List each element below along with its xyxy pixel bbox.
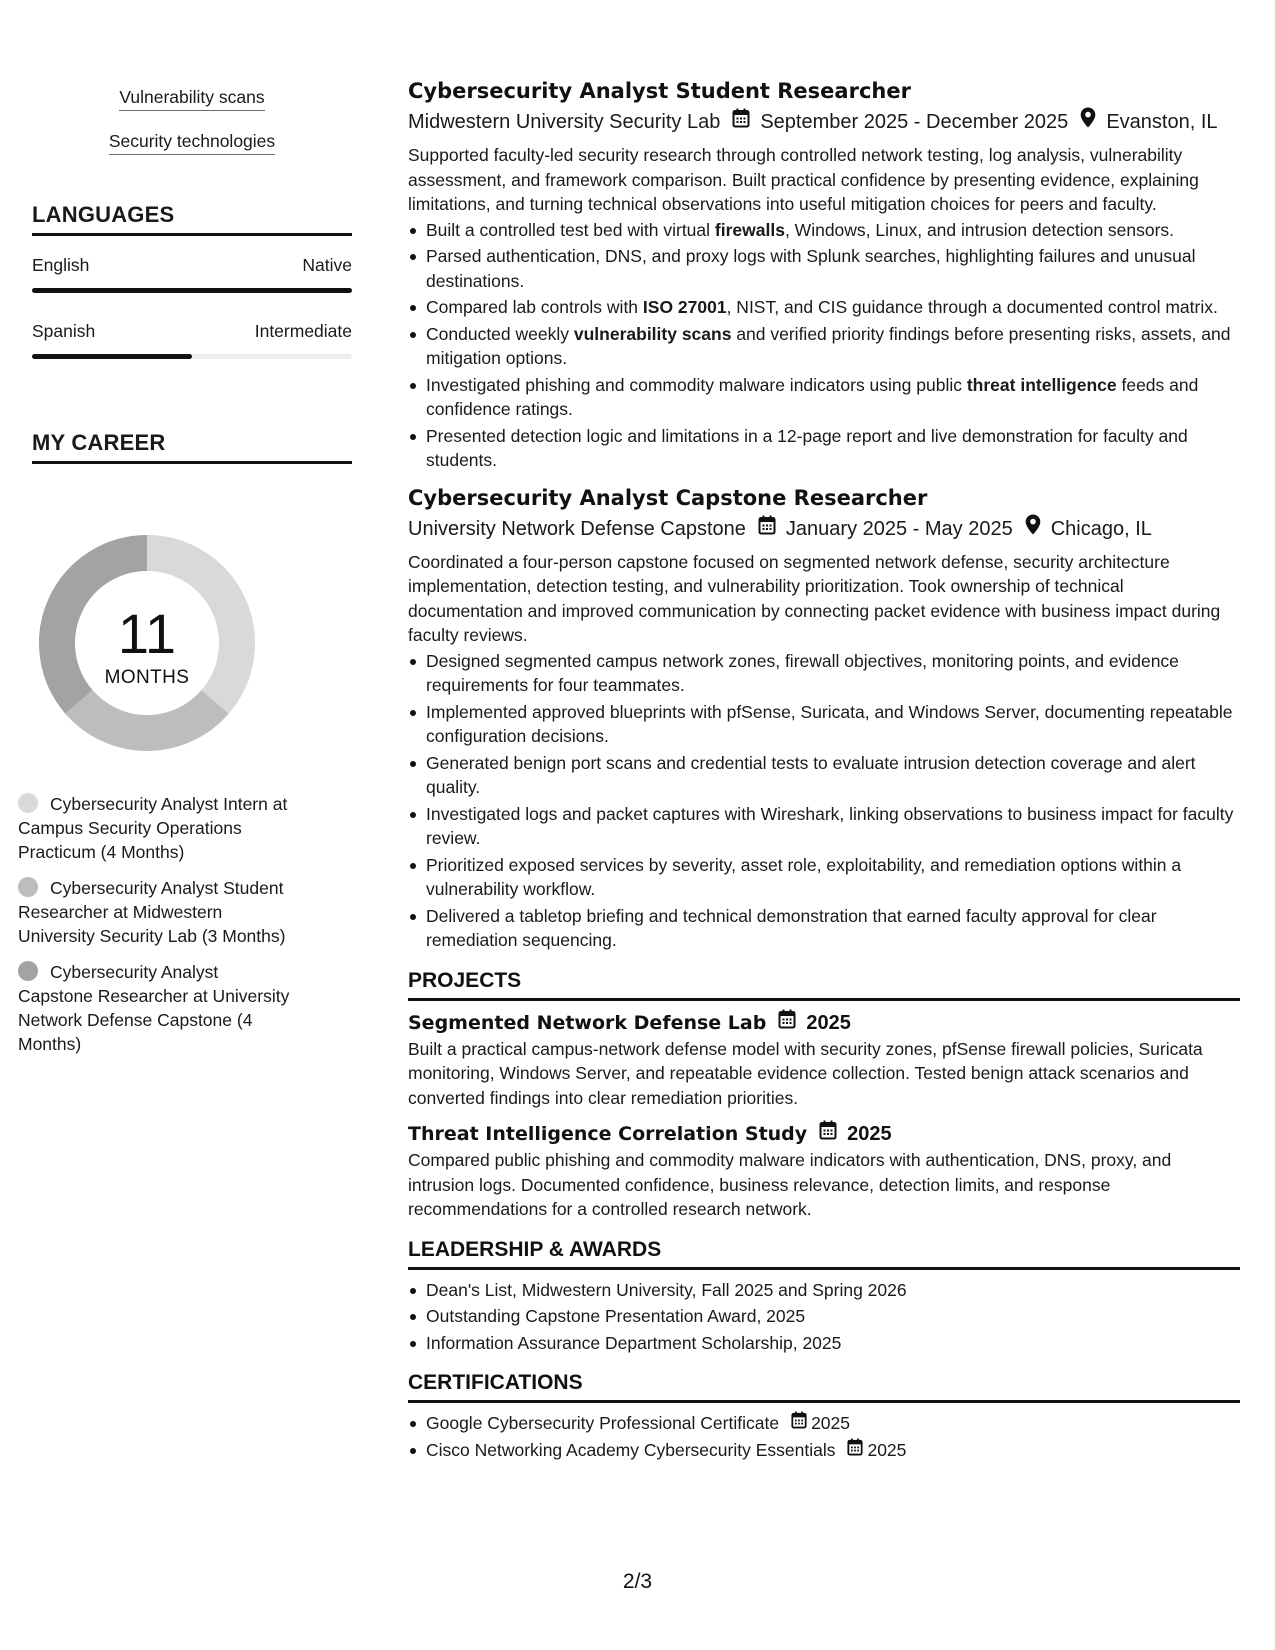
bullet-keyword: vulnerability scans — [573, 323, 732, 344]
career-legend-item — [18, 876, 298, 948]
skill-tag: Security technologies — [109, 130, 275, 155]
language-spanish — [32, 320, 352, 359]
job-org: University Network Defense Capstone — [408, 517, 746, 540]
language-level: Intermediate — [254, 321, 352, 341]
certification-item — [408, 1438, 1240, 1463]
certification-item — [408, 1411, 1240, 1436]
job-bullet — [408, 218, 1240, 243]
job-dates: January 2025 - May 2025 — [785, 517, 1013, 540]
certification-year: 2025 — [867, 1439, 907, 1460]
calendar-icon — [732, 107, 750, 137]
bullet-text: feeds and confidence ratings. — [426, 374, 1199, 419]
bullet-text: and verified priority findings before presenting risks, assets, and mitigation options. — [426, 323, 1231, 368]
certification-name: Google Cybersecurity Professional Certificate — [426, 1413, 780, 1433]
calendar-icon — [847, 1438, 863, 1463]
job-summary: Coordinated a four-person capstone focused on segmented network defense, security architecture implementation, detection testing, and vulnerability prioritization. Took ownership of technical documentation and improved communication by connecting packet evidence with business impact during faculty reviews. — [408, 551, 1221, 645]
bullet-keyword: firewalls — [714, 219, 785, 240]
language-bar-fill — [32, 354, 192, 359]
career-legend-item — [18, 960, 298, 1056]
bullet-text: , Windows, Linux, and intrusion detection sensors. — [784, 219, 1175, 240]
bullet-keyword: threat intelligence — [966, 374, 1117, 395]
job-bullet — [408, 322, 1240, 371]
career-legend-text: Cybersecurity Analyst Intern at Campus Security Operations Practicum (4 Months) — [18, 794, 288, 862]
certification-year: 2025 — [811, 1413, 851, 1433]
award-item: Outstanding Capstone Presentation Award, 2025 — [408, 1304, 1240, 1329]
page-number: 2/3 — [622, 1570, 653, 1593]
job-summary: Supported faculty-led security research through controlled network testing, log analysis, vulnerability assessment, and framework comparison. Built practical confidence by presenting evidence, explaining limitations, and turning technical observations into useful mitigation choices for peers and faculty. — [408, 145, 1199, 214]
certification-name: Cisco Networking Academy Cybersecurity Essentials — [426, 1439, 836, 1460]
awards-list — [408, 1278, 1240, 1356]
calendar-icon — [778, 1009, 796, 1037]
award-item: Information Assurance Department Scholarship, 2025 — [408, 1331, 1240, 1356]
job-title: Cybersecurity Analyst Capstone Researcher — [408, 485, 928, 510]
experience-entry — [408, 76, 1240, 473]
career-legend-text: Cybersecurity Analyst Student Researcher at Midwestern University Security Lab (3 Months) — [18, 878, 286, 946]
donut-center — [34, 530, 260, 756]
bullet-text: Conducted weekly — [426, 323, 574, 344]
legend-dot — [18, 961, 38, 981]
job-dates: September 2025 - December 2025 — [760, 111, 1069, 133]
calendar-icon — [758, 514, 776, 544]
bullet-text: Compared lab controls with — [426, 297, 643, 317]
job-bullets — [408, 218, 1240, 473]
career-legend-item — [18, 792, 298, 864]
legend-dot — [18, 793, 38, 813]
job-location: Evanston, IL — [1106, 111, 1218, 133]
projects-heading: PROJECTS — [408, 967, 1240, 1001]
job-bullets — [408, 649, 1240, 953]
certifications-list — [408, 1411, 1240, 1462]
job-location: Chicago, IL — [1050, 517, 1152, 540]
project-description: Built a practical campus-network defense model with security zones, pfSense firewall policies, Suricata monitoring, Windows Server, and repeatable evidence collection. Tested benign attack scenarios and converted findings into clear remediation priorities. — [408, 1038, 1203, 1108]
job-org: Midwestern University Security Lab — [408, 111, 721, 133]
job-bullet: Investigated logs and packet captures with Wireshark, linking observations to business impact for faculty review. — [408, 802, 1240, 851]
job-bullet: Designed segmented campus network zones, firewall objectives, monitoring points, and evidence requirements for four teammates. — [408, 649, 1240, 698]
language-level: Native — [302, 255, 352, 275]
language-bar — [32, 354, 352, 359]
language-name: Spanish — [32, 321, 96, 341]
languages-heading: LANGUAGES — [32, 202, 352, 236]
bullet-text: , NIST, and CIS guidance through a documented control matrix. — [726, 297, 1218, 317]
career-legend — [18, 792, 298, 1068]
award-item: Dean's List, Midwestern University, Fall 2025 and Spring 2026 — [408, 1278, 1240, 1303]
location-pin-icon — [1025, 514, 1041, 544]
calendar-icon — [819, 1120, 837, 1148]
job-bullet — [408, 295, 1240, 320]
skill-tag: Vulnerability scans — [119, 86, 264, 111]
certifications-heading: CERTIFICATIONS — [408, 1369, 1240, 1403]
project-year: 2025 — [806, 1011, 851, 1034]
job-bullet: Generated benign port scans and credential tests to evaluate intrusion detection coverage and alert quality. — [408, 751, 1240, 800]
job-bullet: Delivered a tabletop briefing and technical demonstration that earned faculty approval for clear remediation sequencing. — [408, 904, 1240, 953]
awards-heading: LEADERSHIP & AWARDS — [408, 1236, 1240, 1270]
job-bullet — [408, 373, 1240, 422]
career-legend-text: Cybersecurity Analyst Capstone Researcher at University Network Defense Capstone (4 Months) — [18, 962, 290, 1054]
language-english — [32, 254, 352, 293]
project-title: Segmented Network Defense Lab — [408, 1011, 767, 1034]
skill-tags — [32, 86, 352, 174]
language-bar-fill — [32, 288, 352, 293]
bullet-text: Built a controlled test bed with virtual — [426, 219, 715, 240]
location-pin-icon — [1080, 107, 1096, 137]
job-bullet — [408, 424, 1240, 473]
career-donut-chart — [34, 530, 260, 756]
job-title: Cybersecurity Analyst Student Researcher — [408, 79, 911, 103]
bullet-text: Investigated phishing and commodity malware indicators using public — [426, 374, 967, 395]
career-total-unit: MONTHS — [104, 667, 190, 688]
bullet-text: Presented detection logic and limitations in a 12-page report and live demonstration for faculty and students. — [426, 425, 1188, 470]
calendar-icon — [791, 1411, 807, 1436]
legend-dot — [18, 877, 38, 897]
project-title-row — [408, 1009, 1240, 1037]
project-title-row — [408, 1120, 1240, 1148]
job-meta — [408, 514, 1240, 544]
job-meta — [408, 107, 1240, 137]
project-year: 2025 — [847, 1123, 892, 1145]
job-bullet: Implemented approved blueprints with pfSense, Suricata, and Windows Server, documenting repeatable configuration decisions. — [408, 700, 1240, 749]
language-bar — [32, 288, 352, 293]
job-bullet: Prioritized exposed services by severity, asset role, exploitability, and remediation options within a vulnerability workflow. — [408, 853, 1240, 902]
bullet-keyword: ISO 27001 — [642, 297, 727, 317]
bullet-text: Parsed authentication, DNS, and proxy logs with Splunk searches, highlighting failures and unusual destinations. — [426, 246, 1196, 291]
project-title: Threat Intelligence Correlation Study — [408, 1123, 808, 1145]
right-column — [408, 76, 1240, 1464]
language-name: English — [32, 255, 90, 275]
job-bullet — [408, 244, 1240, 293]
project-entry — [408, 1120, 1240, 1222]
career-total-number: 11 — [117, 602, 177, 665]
project-description: Compared public phishing and commodity malware indicators with authentication, DNS, proxy, and intrusion logs. Documented confidence, business relevance, detection limits, and response recommendations for a controlled research network. — [408, 1150, 1172, 1219]
experience-entry — [408, 483, 1240, 953]
project-entry — [408, 1009, 1240, 1111]
career-heading: MY CAREER — [32, 430, 352, 464]
